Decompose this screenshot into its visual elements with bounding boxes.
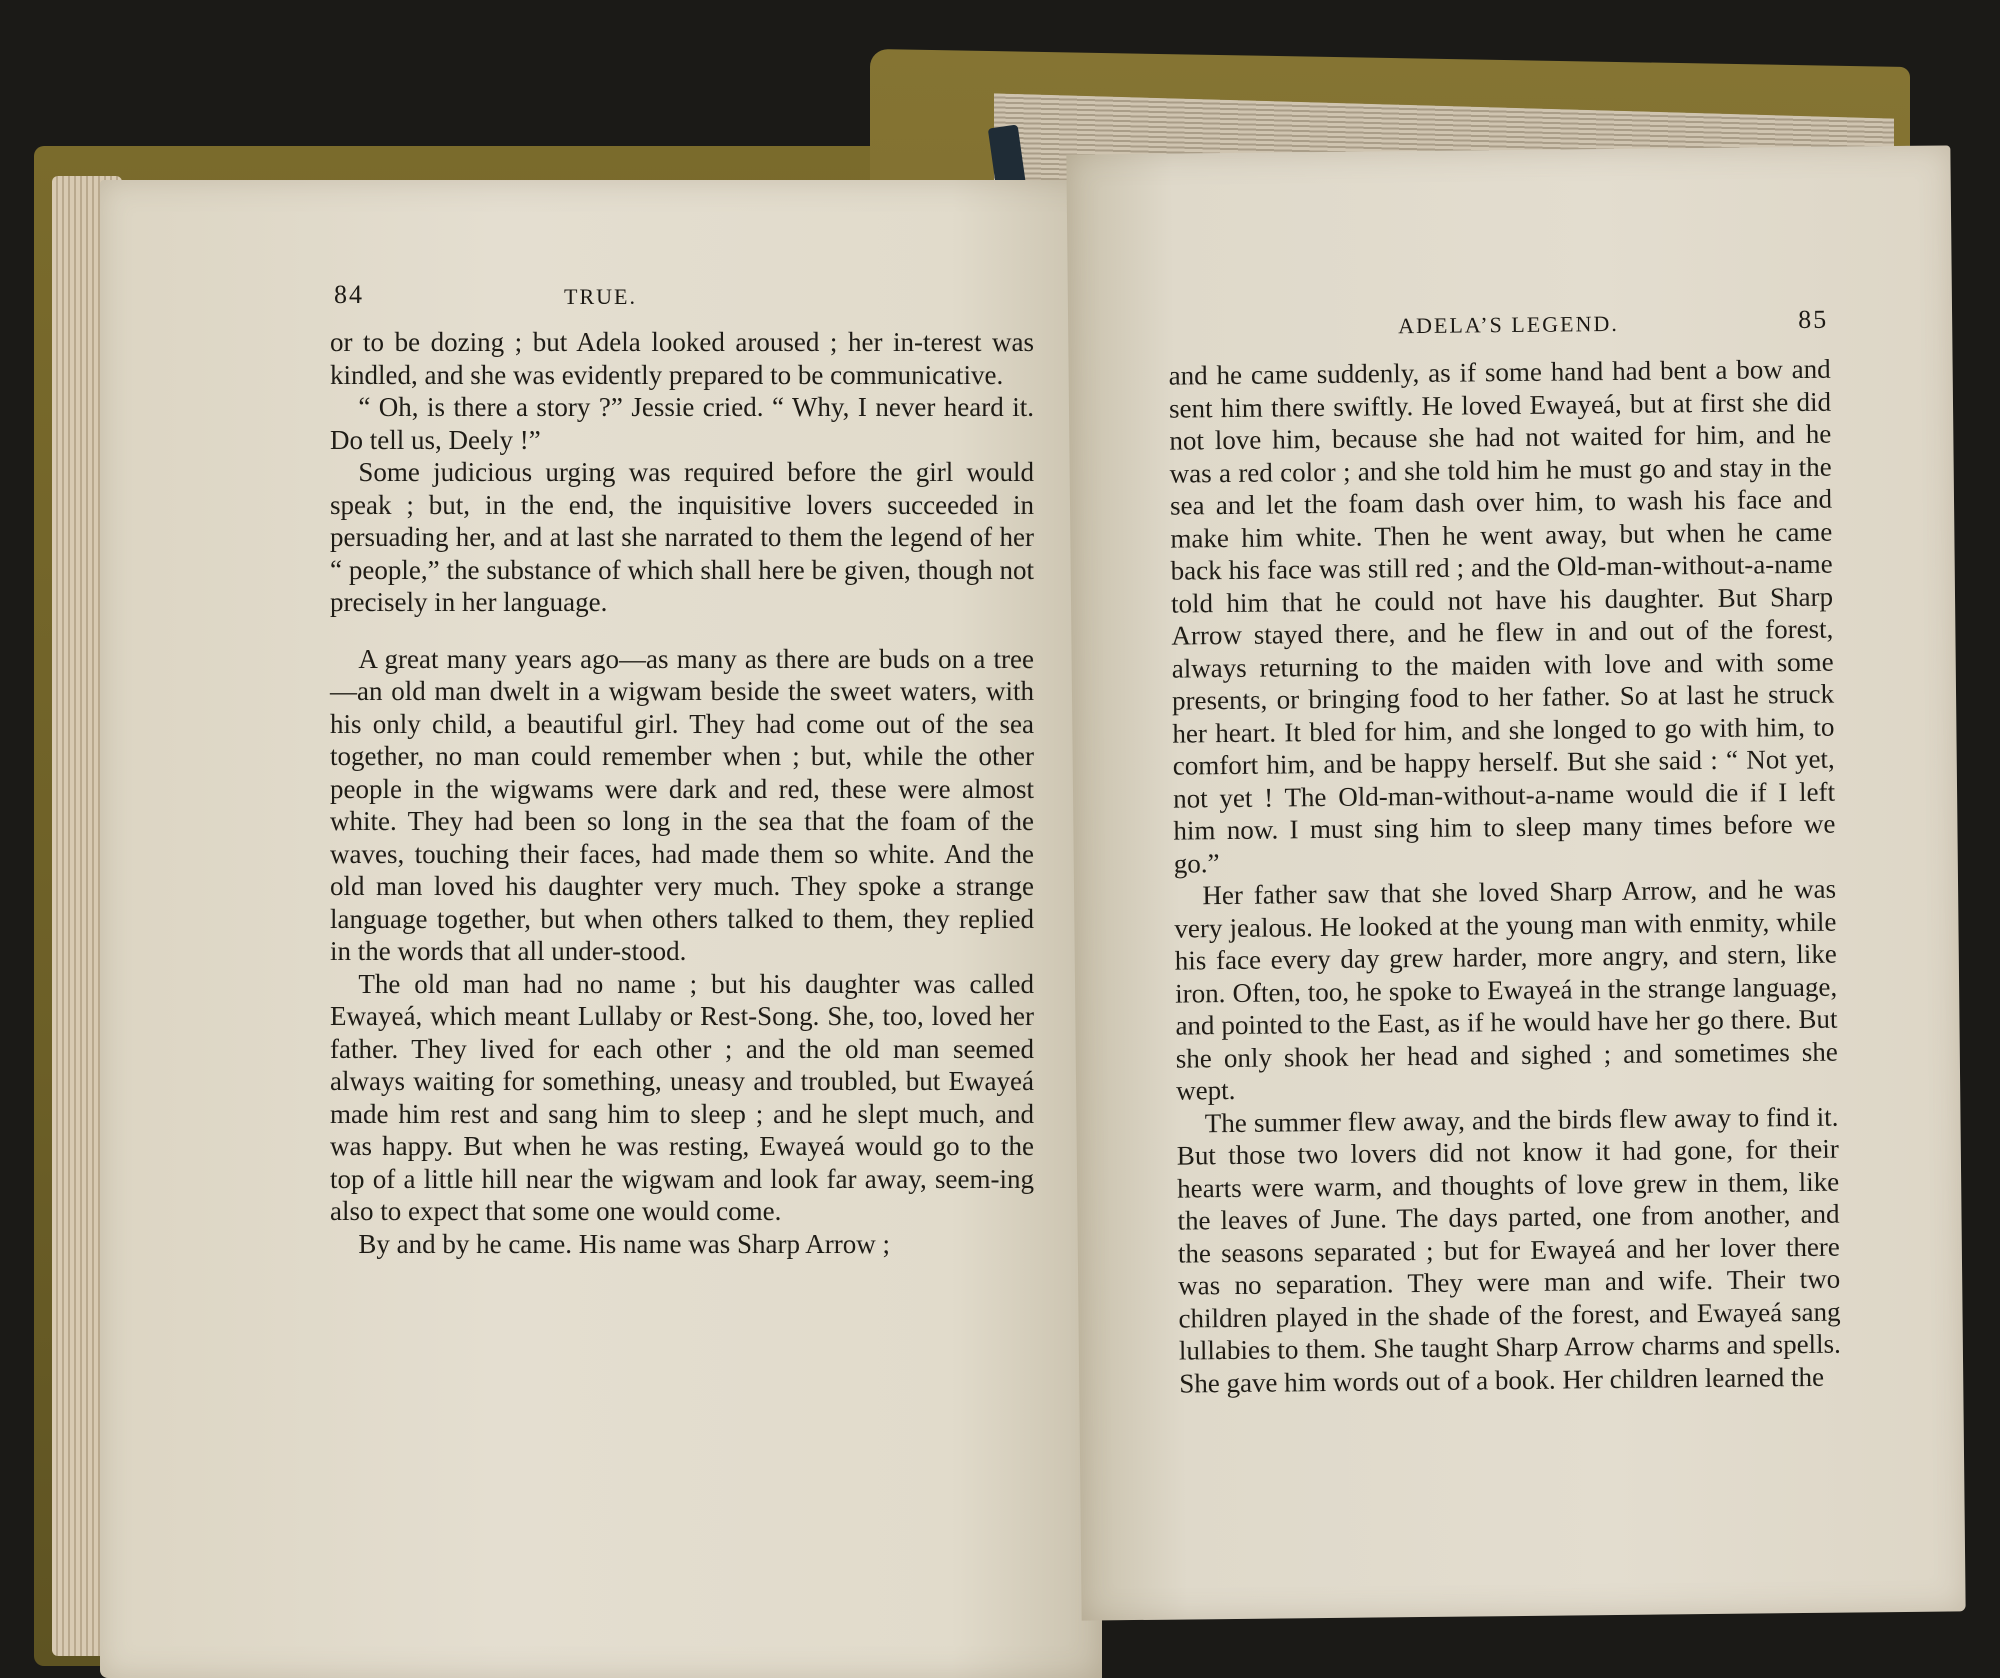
right-page-text	[1169, 353, 1842, 1400]
paragraph: “ Oh, is there a story ?” Jessie cried. “ Why, I never heard it. Do tell us, Deely !”	[330, 392, 1034, 455]
paragraph: and he came suddenly, as if some hand had bent a bow and sent him there swiftly. He loved Ewayeá, but at first she did not love him, because she had not waited for him, and he was a red color ; and she told him he must go and stay in the sea and let the foam dash over him, to wash his face and make him white. Then he went away, but when he came back his face was still red ; and the Old-man-without-a-name told him that he could not have his daughter. But Sharp Arrow stayed there, and he flew in and out of the forest, always returning to the maiden with love and with some presents, or bringing food to her father. So at last he struck her heart. It bled for him, and she longed to go with him, to comfort him, and be happy herself. But she said : “ Not yet, not yet ! The Old-man-without-a-name would die if I left him now. I must sing him to sleep many times before we go.”	[1168, 353, 1836, 879]
paragraph: The summer flew away, and the birds flew away to find it. But those two lovers did not know it had gone, for their hearts were warm, and thoughts of love grew in them, like the leaves of June. The days parted, one from another, and the seasons separated ; but for Ewayeá and her lover there was no separation. They were man and wife. Their two children played in the shade of the forest, and Ewayeá sang lullabies to them. She taught Sharp Arrow charms and spells. She gave him words out of a book. Her children learned the	[1176, 1101, 1841, 1399]
section-break	[330, 619, 1034, 643]
right-page	[1066, 145, 1965, 1620]
open-book	[34, 58, 1914, 1618]
left-page-number: 84	[334, 280, 364, 309]
paragraph: Some judicious urging was required before the girl would speak ; but, in the end, the inquisitive lovers succeeded in persuading her, and at last she narrated to them the legend of her “ people,” the substance of which shall here be given, though not precisely in her language.	[330, 457, 1034, 617]
right-page-number: 85	[1797, 304, 1829, 335]
paragraph: or to be dozing ; but Adela looked aroused ; her in-terest was kindled, and she was evidently prepared to be communicative.	[330, 327, 1034, 390]
paragraph: The old man had no name ; but his daughter was called Ewayeá, which meant Lullaby or Rest-Song. She, too, loved her father. They lived for each other ; and the old man seemed always waiting for something, uneasy and troubled, but Ewayeá made him rest and sang him to sleep ; and he slept much, and was happy. But when he was resting, Ewayeá would go to the top of a little hill near the wigwam and look far away, seem-ing also to expect that some one would come.	[330, 968, 1034, 1226]
left-page	[100, 180, 1102, 1678]
left-running-head: TRUE.	[564, 284, 637, 309]
paragraph: Her father saw that she loved Sharp Arrow, and he was very jealous. He looked at the young man with enmity, while his face every day grew harder, more angry, and stern, like iron. Often, too, he spoke to Ewayeá in the strange language, and pointed to the East, as if he would have her go there. But she only shook her head and sighed ; and sometimes she wept.	[1174, 873, 1838, 1106]
paragraph: A great many years ago—as many as there are buds on a tree—an old man dwelt in a wigwam beside the sweet waters, with his only child, a beautiful girl. They had come out of the sea together, no man could remember when ; but, while the other people in the wigwams were dark and red, these were almost white. They had been so long in the sea that the foam of the waves, touching their faces, had made them so white. And the old man loved his daughter very much. They spoke a strange language together, but when others talked to them, they replied in the words that all under-stood.	[330, 643, 1034, 966]
paragraph: By and by he came. His name was Sharp Arrow ;	[358, 1228, 890, 1259]
right-running-head: ADELA’S LEGEND.	[1398, 310, 1619, 339]
left-page-text	[330, 326, 1034, 1260]
